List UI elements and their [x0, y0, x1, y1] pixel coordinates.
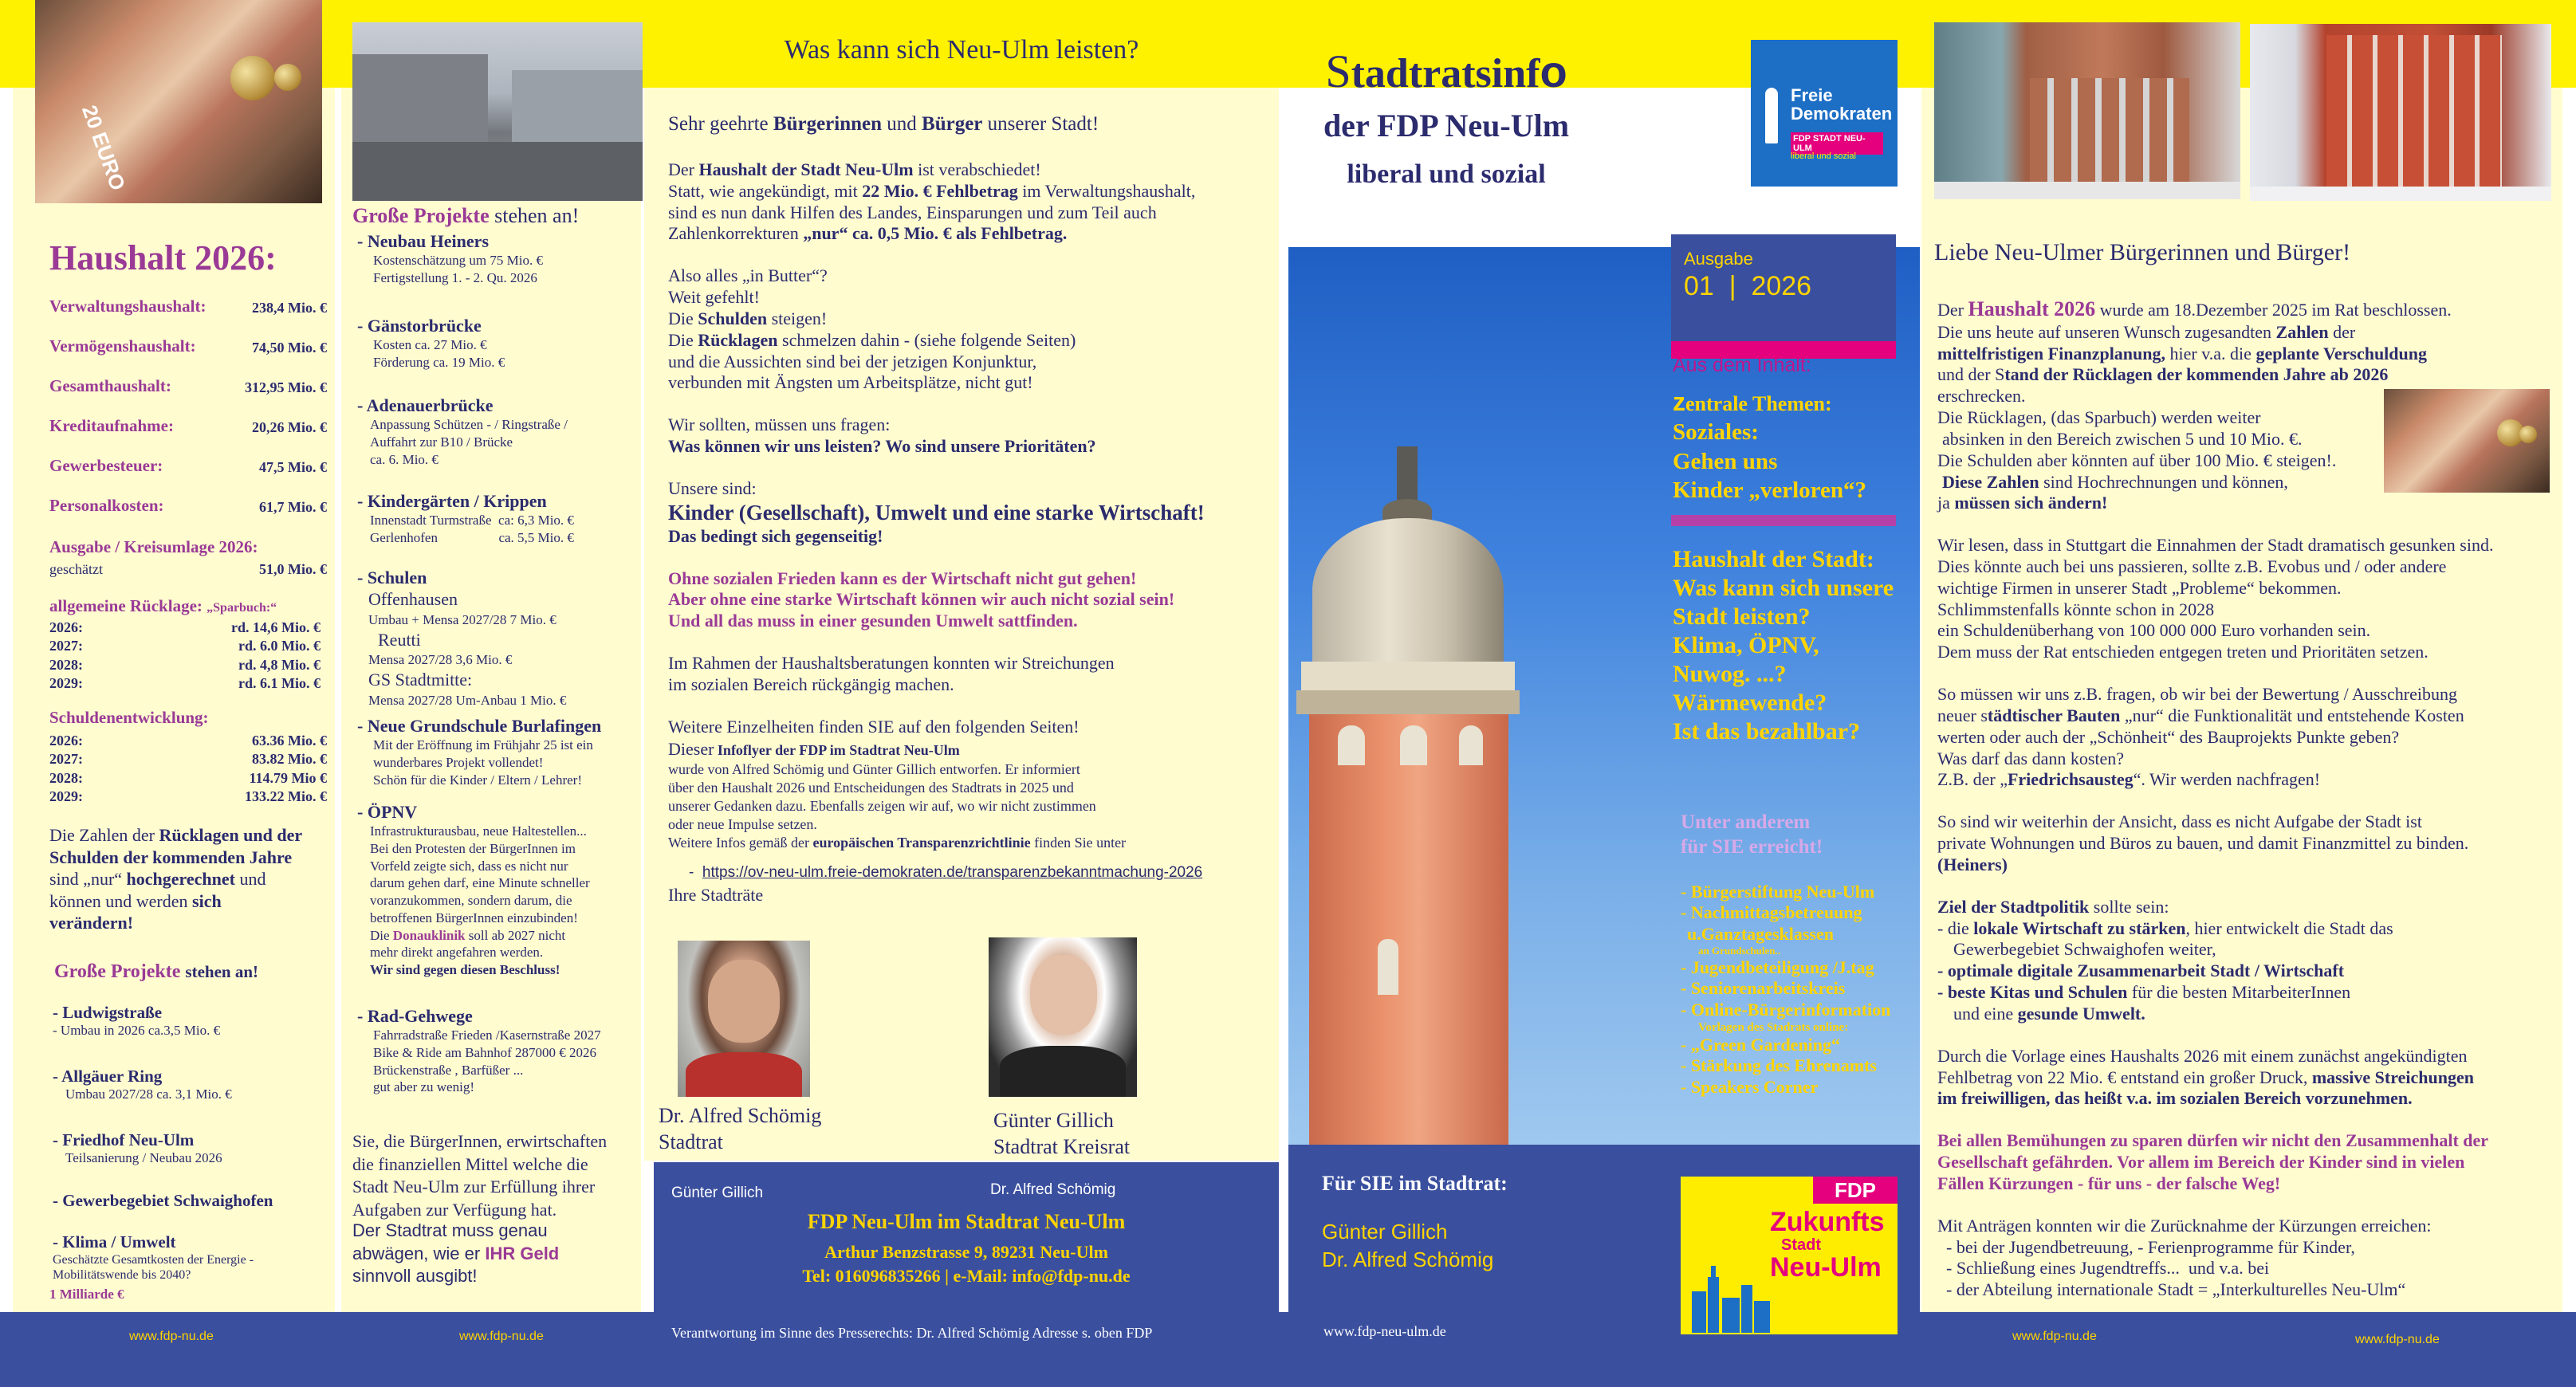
- fdp-logo: [1751, 40, 1898, 187]
- schulden-row: 2027: 83.82 Mio. €: [49, 751, 327, 768]
- list-item: - Speakers Corner: [1681, 1076, 1819, 1097]
- fuer-sie-title: Für SIE im Stadtrat:: [1322, 1172, 1508, 1195]
- intro-body: Der Haushalt der Stadt Neu-Ulm ist verabschiedet! Statt, wie angekündigt, mit 22 Mio. € Fehlbetrag im Verwaltungshaushalt, sind es nun dank Hilfen des Landes, Einsparungen und zum Teil auch Zahlenkorrekturen „nur“ ca. 0,5 Mio. € als Fehlbetrag. Also alles „in Butter“? Weit gefehlt! Die Schulden steigen! Die Rücklagen schmelzen dahin - (siehe folgende Seiten) und die Aussichten sind bei der jetzigen Konjunktur, verbunden mit Ängsten um Arbeitsplätze, nicht gut! Wir sollten, müssen uns fragen: Was können wir uns leisten? Wo sind unsere Prioritäten? Unsere sind: Kinder (Gesellschaft), Umwelt und eine starke Wirtschaft! Das bedingt sich gegenseitig! Ohne sozialen Frieden kann es der Wirtschaft nicht gut gehen! Aber ohne eine starke Wirtschaft können wir auch nicht sozial sein! Und all das muss in einer gesunden Umwelt sattfinden. Im Rahmen der Haushaltsberatungen konnten wir Streichungen im sozialen Bereich rückgängig machen. Weitere Einzelheiten finden SIE auf den folgenden Seiten! Dieser Infoflyer der FDP im Stadtrat Neu-Ulm wurde von Alfred Schömig und Günter Gillich entworfen. Er informiert über den Haushalt 2026 und Entscheidungen des Stadtrats in 2025 und unserer Gedanken dazu. Ebenfalls zeigen wir auf, wo wir nicht zustimmen oder neue Impulse setzen. Weitere Infos gemäß der europäischen Transparenzrichtlinie finden Sie unter: [668, 159, 1205, 851]
- box-name-1: Günter Gillich: [671, 1185, 764, 1201]
- list-item: - Klima / Umwelt Geschätzte Gesamtkosten der Energie - Mobilitätswende bis 2040?: [53, 1232, 254, 1283]
- milliarde: 1 Milliarde €: [49, 1287, 124, 1302]
- projekte-list-2: [357, 231, 628, 1108]
- photo-building-2: [2250, 24, 2551, 201]
- ruecklage-row: 2027: rd. 6.0 Mio. €: [49, 638, 321, 654]
- footer-url-5a[interactable]: www.fdp-nu.de: [2012, 1330, 2097, 1343]
- list-item: - Adenauerbrücke Anpassung Schützen - / Ringstraße / Auffahrt zur B10 / Brücke ca. 6. Mio. €: [357, 395, 568, 468]
- photo-money: 20 EURO: [35, 0, 322, 203]
- list-item: - ÖPNV Infrastrukturausbau, neue Haltestellen... Bei den Protesten der BürgerInnen im Vorfeld zeigte sich, dass es nicht nur darum gehen darf, eine Minute schneller voranzukommen, sondern darum, die betroffenen BürgerInnen einzubinden! Die Donauklinik soll ab 2027 nicht mehr direkt angefahren werden. Wir sind gegen diesen Beschluss!: [357, 802, 590, 977]
- photo-street: [352, 22, 643, 201]
- brief-body: Der Haushalt 2026 wurde am 18.Dezember 2025 im Rat beschlossen. Die uns heute auf unseren Wunsch zugesandten Zahlen der mittelfristigen Finanzplanung, hier v.a. die geplante Verschuldung und der Stand der Rücklagen der kommenden Jahre ab 2026 erschrecken. Die Rücklagen, (das Sparbuch) werden weiter absinken in den Bereich zwischen 5 und 10 Mio. €. Die Schulden aber könnten auf über 100 Mio. € steigen!. Diese Zahlen sind Hochrechnungen und können, ja müssen sich ändern! Wir lesen, dass in Stuttgart die Einnahmen der Stadt dramatisch gesunken sind. Dies könnte auch bei uns passieren, sollte z.B. Evobus und / oder andere wichtige Firmen in unserer Stadt „Probleme“ bekommen. Schlimmstenfalls könnte schon in 2028 ein Schuldenüberhang von 100 000 000 Euro vorhanden sein. Dem muss der Rat entschieden entgegen treten und Prioritäten setzen. So müssen wir uns z.B. fragen, ob wir bei der Bewertung / Ausschreibung neuer städtischer Bauten „nur“ die Funktionalität und entstehende Kosten werten oder auch der „Schönheit“ des Bauprojekts Punkte geben? Was darf das dann kosten? Z.B. der „Friedrichsausteg“. Wir werden nachfragen! So sind wir weiterhin der Ansicht, dass es nicht Aufgabe der Stadt ist private Wohnungen und Büros zu bauen, und damit Finanzmittel zu binden. (Heiners) Ziel der Stadtpolitik sollte sein: - die lokale Wirtschaft zu stärken, hier entwickelt die Stadt das Gewerbegebiet Schwaighofen weiter, - optimale digitale Zusammenarbeit Stadt / Wirtschaft - beste Kitas und Schulen für die besten MitarbeiterInnen und eine gesunde Umwelt. Durch die Vorlage eines Haushalts 2026 mit einem zunächst angekündigten Fehlbetrag von 22 Mio. € entstand ein großer Druck, massive Streichungen im freiwilligen, das heißt v.a. im sozialen Bereich vorzunehmen. Bei allen Bemühungen zu sparen dürfen wir nicht den Zusammenhalt der Gesellschaft gefährden. Vor allem im Bereich der Kinder sind in vielen Fällen Kürzungen - für uns - der falsche Weg! Mit Anträgen konnten wir die Zurücknahme der Kürzungen erreichen: - bei der Jugendbetreuung, - Ferienprogramme für Kinder, - Schließung eines Jugendtreffs... und v.a. bei - der Abteilung internationale Stadt = „Interkulturelles Neu-Ulm“: [1937, 297, 2494, 1300]
- stadtrat-note: Der Stadtrat muss genau abwägen, wie er IHR Geld sinnvoll ausgibt!: [352, 1220, 560, 1287]
- ausgabe-number: 01 | 2026: [1684, 271, 1812, 301]
- bottom-blue-band: [0, 1312, 2576, 1387]
- box-title: FDP Neu-Ulm im Stadtrat Neu-Ulm: [807, 1210, 1126, 1233]
- erreicht-list: [1681, 882, 1890, 1098]
- zukunftsstadt-logo: [1681, 1177, 1898, 1334]
- list-item: - Bürgerstiftung Neu-Ulm: [1681, 882, 1875, 902]
- intro-greeting: Sehr geehrte Bürgerinnen und Bürger unserer Stadt!: [668, 113, 1099, 135]
- ruecklage-table: [49, 619, 321, 694]
- intro-sign: Ihre Stadträte: [668, 885, 764, 905]
- box-address: Arthur Benzstrasse 9, 89231 Neu-Ulm: [824, 1242, 1108, 1262]
- haushalt-title: Haushalt 2026:: [49, 238, 277, 277]
- list-item: - Neubau Heiners Kostenschätzung um 75 Mio. € Fertigstellung 1. - 2. Qu. 2026: [357, 231, 543, 286]
- kreisumlage-row: geschätzt 51,0 Mio. €: [49, 561, 327, 577]
- footer-url-1[interactable]: www.fdp-nu.de: [129, 1330, 214, 1343]
- ruecklage-title: allgemeine Rücklage: „Sparbuch:“: [49, 596, 277, 615]
- ruecklage-row: 2029: rd. 6.1 Mio. €: [49, 675, 321, 692]
- haushalt-row: Verwaltungshaushalt: 238,4 Mio. €: [49, 297, 327, 316]
- skyline-icon: [1687, 1253, 1775, 1333]
- ruecklage-row: 2026: rd. 14,6 Mio. €: [49, 619, 321, 635]
- projekte-title-2: Große Projekte stehen an!: [352, 204, 580, 227]
- list-item: - Jugendbeteiligung /J.tag: [1681, 957, 1874, 977]
- list-item: - Schulen Offenhausen Umbau + Mensa 2027/28 7 Mio. € Reutti Mensa 2027/28 3,6 Mio. € GS Stadtmitte: Mensa 2027/28 Um-Anbau 1 Mio. €: [357, 568, 567, 708]
- transparenz-link[interactable]: - https://ov-neu-ulm.freie-demokraten.de/transparenzbekanntmachung-2026: [689, 864, 1203, 881]
- box-name-2: Dr. Alfred Schömig: [990, 1181, 1116, 1198]
- list-item: Vorlagen des Stadrats online:: [1698, 1020, 1849, 1034]
- zahlen-note: Die Zahlen der Rücklagen und der Schulden der kommenden Jahre sind „nur“ hochgerechnet und können und werden sich verändern!: [49, 825, 302, 933]
- cover-title: Stadtratsinfo: [1325, 45, 1567, 97]
- photo-gillich: [989, 937, 1137, 1097]
- cover-subtitle: der FDP Neu-Ulm: [1323, 108, 1570, 143]
- haushalt-teaser: Haushalt der Stadt: Was kann sich unsere Stadt leisten? Klima, ÖPNV, Nuwog. ...? Wärmewende? Ist das bezahlbar?: [1673, 546, 1894, 745]
- list-item: u.Ganztagesklassen: [1687, 923, 1834, 944]
- projekte-list-1: [53, 1003, 324, 1283]
- themen-block: zentrale Themen: Soziales: Gehen uns Kinder „verloren“?: [1673, 387, 1866, 503]
- list-item: - Gewerbegebiet Schwaighofen: [53, 1191, 273, 1210]
- footer-url-4[interactable]: www.fdp-neu-ulm.de: [1323, 1323, 1446, 1339]
- ausgabe-label: Ausgabe: [1684, 249, 1753, 269]
- logo-badge: FDP STADT NEU-ULM: [1791, 132, 1883, 155]
- photo-schoemig: [678, 941, 810, 1097]
- person2: Günter Gillich Stadtrat Kreisrat: [993, 1109, 1131, 1158]
- person1: Dr. Alfred Schömig Stadtrat: [659, 1104, 822, 1153]
- schulden-title: Schuldenentwicklung:: [49, 708, 209, 727]
- haushalt-row: Gesamthaushalt: 312,95 Mio. €: [49, 376, 327, 395]
- purple-strip: [1671, 515, 1896, 526]
- photo-building-1: [1934, 22, 2240, 199]
- erreicht-title: Unter anderem für SIE erreicht!: [1681, 811, 1823, 859]
- list-item: - Neue Grundschule Burlafingen Mit der Eröffnung im Frühjahr 25 ist ein wunderbares Projekt vollendet! Schön für die Kinder / Eltern / Lehrer!: [357, 716, 602, 788]
- ruecklage-row: 2028: rd. 4,8 Mio. €: [49, 656, 321, 673]
- list-item: - Nachmittagsbetreuung: [1681, 902, 1862, 923]
- footer-url-2[interactable]: www.fdp-nu.de: [459, 1330, 544, 1343]
- schulden-row: 2029: 133.22 Mio. €: [49, 788, 327, 805]
- brief-greeting: Liebe Neu-Ulmer Bürgerinnen und Bürger!: [1934, 239, 2351, 265]
- haushalt-table: [49, 297, 327, 536]
- logo-tagline: liberal und sozial: [1791, 151, 1856, 161]
- list-item: - Friedhof Neu-Ulm Teilsanierung / Neubau 2026: [53, 1130, 222, 1165]
- sie-note: Sie, die BürgerInnen, erwirtschaften die finanziellen Mittel welche die Stadt Neu-Ulm zur Erfüllung ihrer Aufgaben zur Verfügung hat.: [352, 1131, 608, 1220]
- list-item: - Gänstorbrücke Kosten ca. 27 Mio. € Förderung ca. 19 Mio. €: [357, 316, 505, 371]
- projekte-title-1: Große Projekte stehen an!: [54, 961, 258, 982]
- intro-title: Was kann sich Neu-Ulm leisten?: [784, 35, 1139, 65]
- list-item: - Seniorenarbeitskreis: [1681, 978, 1846, 999]
- list-item: - Online-Bürgerinformation: [1681, 999, 1891, 1020]
- kreisumlage-label: Ausgabe / Kreisumlage 2026:: [49, 537, 258, 556]
- schulden-row: 2026: 63.36 Mio. €: [49, 733, 327, 749]
- schulden-row: 2028: 114.79 Mio €: [49, 769, 327, 786]
- photo-money-small: [2384, 389, 2550, 493]
- list-item: - Rad-Gehwege Fahrradstraße Frieden /Kasernstraße 2027 Bike & Ride am Bahnhof 287000 € 2026 Brückenstraße , Barfüßer ... gut aber zu wenig!: [357, 1006, 601, 1095]
- zukunft-text: Zukunfts Stadt Neu-Ulm: [1770, 1207, 1885, 1283]
- logo-text: Freie Demokraten: [1791, 85, 1893, 124]
- list-item: an Grundschulen..: [1698, 945, 1780, 957]
- schulden-table: [49, 732, 327, 807]
- list-item: - Ludwigstraße - Umbau in 2026 ca.3,5 Mio. €: [53, 1003, 221, 1038]
- haushalt-row: Kreditaufnahme: 20,26 Mio. €: [49, 416, 327, 435]
- list-item: - Stärkung des Ehrenamts: [1681, 1055, 1877, 1076]
- haushalt-row: Gewerbesteuer: 47,5 Mio. €: [49, 456, 327, 475]
- presserecht-note: Verantwortung im Sinne des Presserechts: Dr. Alfred Schömig Adresse s. oben FDP: [671, 1325, 1153, 1341]
- stadtrat-names: Günter Gillich Dr. Alfred Schömig: [1322, 1220, 1494, 1272]
- box-contact[interactable]: Tel: 016096835266 | e-Mail: info@fdp-nu.de: [802, 1266, 1131, 1286]
- haushalt-row: Personalkosten: 61,7 Mio. €: [49, 496, 327, 515]
- inhalt-label: Aus dem Inhalt:: [1673, 354, 1811, 376]
- cover-tagline: liberal und sozial: [1347, 159, 1546, 189]
- footer-url-5b[interactable]: www.fdp-nu.de: [2355, 1333, 2440, 1346]
- list-item: - Kindergärten / Krippen Innenstadt Turmstraße ca: 6,3 Mio. € Gerlenhofen ca. 5,5 Mio. €: [357, 491, 574, 546]
- list-item: - Allgäuer Ring Umbau 2027/28 ca. 3,1 Mio. €: [53, 1067, 232, 1102]
- list-item: - „Green Gardening“: [1681, 1034, 1841, 1055]
- tower-icon: [1765, 88, 1778, 143]
- haushalt-row: Vermögenshaushalt: 74,50 Mio. €: [49, 336, 327, 356]
- fdp-badge: FDP: [1813, 1177, 1898, 1204]
